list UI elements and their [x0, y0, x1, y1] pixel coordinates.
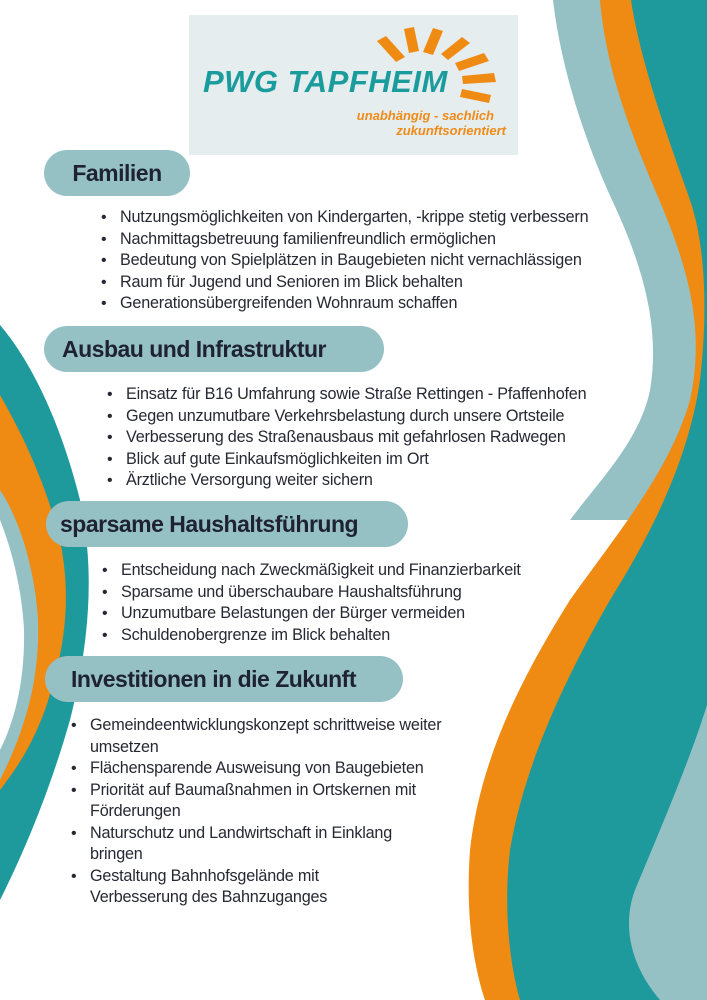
section-heading-familien: Familien	[44, 150, 190, 196]
list-item: • Naturschutz und Landwirtschaft in Einklang bringen	[68, 823, 440, 866]
list-item: • Nutzungsmöglichkeiten von Kindergarten, -krippe stetig verbessern	[98, 207, 588, 229]
list-infrastruktur	[104, 384, 586, 492]
list-item: • Entscheidung nach Zweckmäßigkeit und Finanzierbarkeit	[99, 560, 521, 582]
list-item: • Nachmittagsbetreuung familienfreundlich ermöglichen	[98, 229, 588, 251]
list-item: • Ärztliche Versorgung weiter sichern	[104, 470, 586, 492]
list-investitionen	[68, 715, 453, 909]
list-item: • Bedeutung von Spielplätzen in Baugebieten nicht vernachlässigen	[98, 250, 588, 272]
party-logo	[189, 15, 518, 155]
list-item: • Schuldenobergrenze im Blick behalten	[99, 625, 521, 647]
list-item: • Flächensparende Ausweisung von Baugebieten	[68, 758, 453, 780]
section-heading-investitionen: Investitionen in die Zukunft	[45, 656, 403, 702]
logo-tagline: unabhängig - sachlich	[356, 108, 494, 123]
section-heading-infrastruktur: Ausbau und Infrastruktur	[44, 326, 384, 372]
list-item: • Priorität auf Baumaßnahmen in Ortskernen mit Förderungen	[68, 780, 450, 823]
list-haushalt	[99, 560, 521, 646]
list-item: • Blick auf gute Einkaufsmöglichkeiten im Ort	[104, 449, 586, 471]
list-item: • Gegen unzumutbare Verkehrsbelastung durch unsere Ortsteile	[104, 406, 586, 428]
list-item: • Gestaltung Bahnhofsgelände mit Verbesserung des Bahnzuganges	[68, 866, 350, 909]
logo-title: PWG TAPFHEIM	[203, 64, 448, 99]
list-item: • Raum für Jugend und Senioren im Blick behalten	[98, 272, 588, 294]
list-item: • Generationsübergreifenden Wohnraum schaffen	[98, 293, 588, 315]
list-item: • Verbesserung des Straßenausbaus mit gefahrlosen Radwegen	[104, 427, 586, 449]
list-item: • Sparsame und überschaubare Haushaltsführung	[99, 582, 521, 604]
logo-tagline-2: zukunftsorientiert	[396, 123, 506, 138]
list-familien	[98, 207, 588, 315]
list-item: • Unzumutbare Belastungen der Bürger vermeiden	[99, 603, 521, 625]
list-item: • Einsatz für B16 Umfahrung sowie Straße Rettingen - Pfaffenhofen	[104, 384, 586, 406]
list-item: • Gemeindeentwicklungskonzept schrittweise weiter umsetzen	[68, 715, 453, 758]
section-heading-haushalt: sparsame Haushaltsführung	[46, 501, 408, 547]
